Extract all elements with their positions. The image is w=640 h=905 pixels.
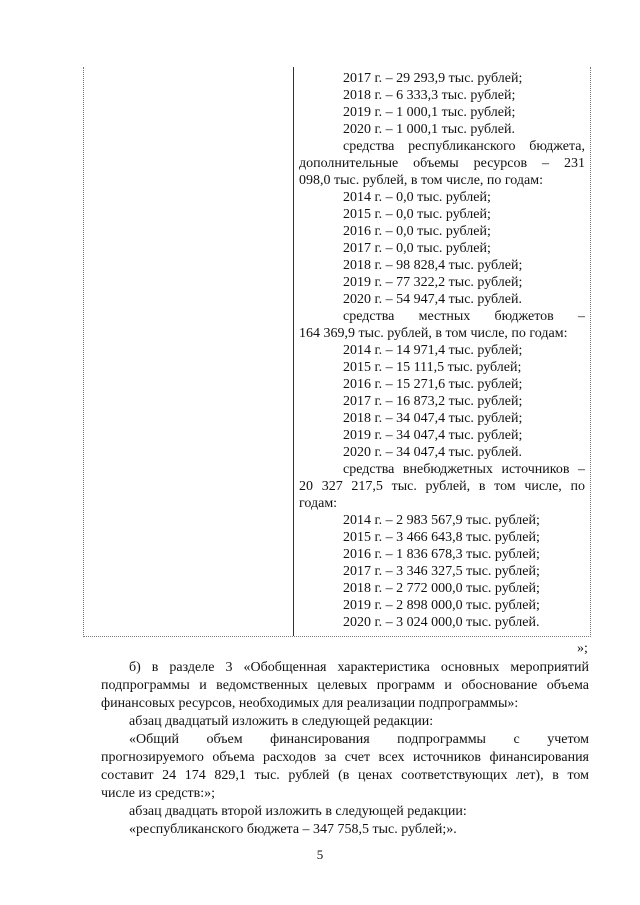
table-line: 2016 г. – 0,0 тыс. рублей; — [343, 224, 491, 239]
table-line: дополнительные объемы ресурсов – 231 — [299, 156, 585, 171]
table-line: 2018 г. – 34 047,4 тыс. рублей; — [343, 411, 523, 426]
page-number: 5 — [316, 847, 324, 862]
table-line: 2018 г. – 2 772 000,0 тыс. рублей; — [343, 581, 540, 596]
body-line: прогнозируемого объема расходов за счет всех источников финансирования — [101, 750, 589, 765]
table-line: 2014 г. – 14 971,4 тыс. рублей; — [343, 343, 523, 358]
table-line: годам: — [299, 496, 338, 511]
closing-quote: »; — [577, 641, 588, 656]
table-column-divider — [293, 67, 295, 636]
body-line: абзац двадцать второй изложить в следующей редакции: — [129, 804, 467, 819]
table-line: 2018 г. – 98 828,4 тыс. рублей; — [343, 258, 523, 273]
table-line: 2018 г. – 6 333,3 тыс. рублей; — [343, 88, 516, 103]
body-line: подпрограммы и ведомственных целевых программ и обоснование объема — [101, 678, 589, 693]
table-line: 2019 г. – 2 898 000,0 тыс. рублей; — [343, 598, 540, 613]
table-line: 2020 г. – 3 024 000,0 тыс. рублей. — [343, 615, 540, 630]
table-line: 2016 г. – 15 271,6 тыс. рублей; — [343, 377, 523, 392]
table-line: средства внебюджетных источников – — [343, 462, 585, 477]
table-line: 2014 г. – 0,0 тыс. рублей; — [343, 190, 491, 205]
table-line: 2017 г. – 3 346 327,5 тыс. рублей; — [343, 564, 540, 579]
body-line: «республиканского бюджета – 347 758,5 тыс. рублей;». — [129, 822, 457, 837]
body-line: финансовых ресурсов, необходимых для реализации подпрограммы»: — [101, 696, 519, 711]
table-line: 098,0 тыс. рублей, в том числе, по годам: — [299, 173, 543, 188]
table-line: 2016 г. – 1 836 678,3 тыс. рублей; — [343, 547, 540, 562]
table-line: 2019 г. – 1 000,1 тыс. рублей; — [343, 105, 516, 120]
table-line: 2015 г. – 0,0 тыс. рублей; — [343, 207, 491, 222]
funding-table — [83, 67, 591, 637]
table-line: 2015 г. – 3 466 643,8 тыс. рублей; — [343, 530, 540, 545]
table-right-cell — [299, 70, 585, 631]
table-line: 2020 г. – 34 047,4 тыс. рублей. — [343, 445, 522, 460]
table-line: 2020 г. – 1 000,1 тыс. рублей. — [343, 122, 515, 137]
table-line: 2017 г. – 29 293,9 тыс. рублей; — [343, 71, 523, 86]
table-line: 2014 г. – 2 983 567,9 тыс. рублей; — [343, 513, 540, 528]
table-line: 2019 г. – 77 322,2 тыс. рублей; — [343, 275, 523, 290]
body-line: «Общий объем финансирования подпрограммы с учетом — [129, 732, 589, 747]
body-line: числе из средств:»; — [101, 786, 216, 801]
table-line: 20 327 217,5 тыс. рублей, в том числе, по — [299, 479, 585, 494]
body-line: составит 24 174 829,1 тыс. рублей (в ценах соответствующих лет), в том — [101, 768, 589, 783]
table-line: 2020 г. – 54 947,4 тыс. рублей. — [343, 292, 522, 307]
table-line: 2017 г. – 16 873,2 тыс. рублей; — [343, 394, 523, 409]
table-line: 164 369,9 тыс. рублей, в том числе, по годам: — [299, 326, 568, 341]
table-line: 2015 г. – 15 111,5 тыс. рублей; — [343, 360, 522, 375]
table-line: средства республиканского бюджета, — [343, 139, 585, 154]
table-line: 2019 г. – 34 047,4 тыс. рублей; — [343, 428, 523, 443]
body-line: абзац двадцатый изложить в следующей редакции: — [129, 714, 434, 729]
table-line: 2017 г. – 0,0 тыс. рублей; — [343, 241, 491, 256]
table-line: средства местных бюджетов – — [343, 309, 585, 324]
amendment-text — [101, 659, 589, 839]
body-line: б) в разделе 3 «Обобщенная характеристика основных мероприятий — [129, 660, 589, 675]
